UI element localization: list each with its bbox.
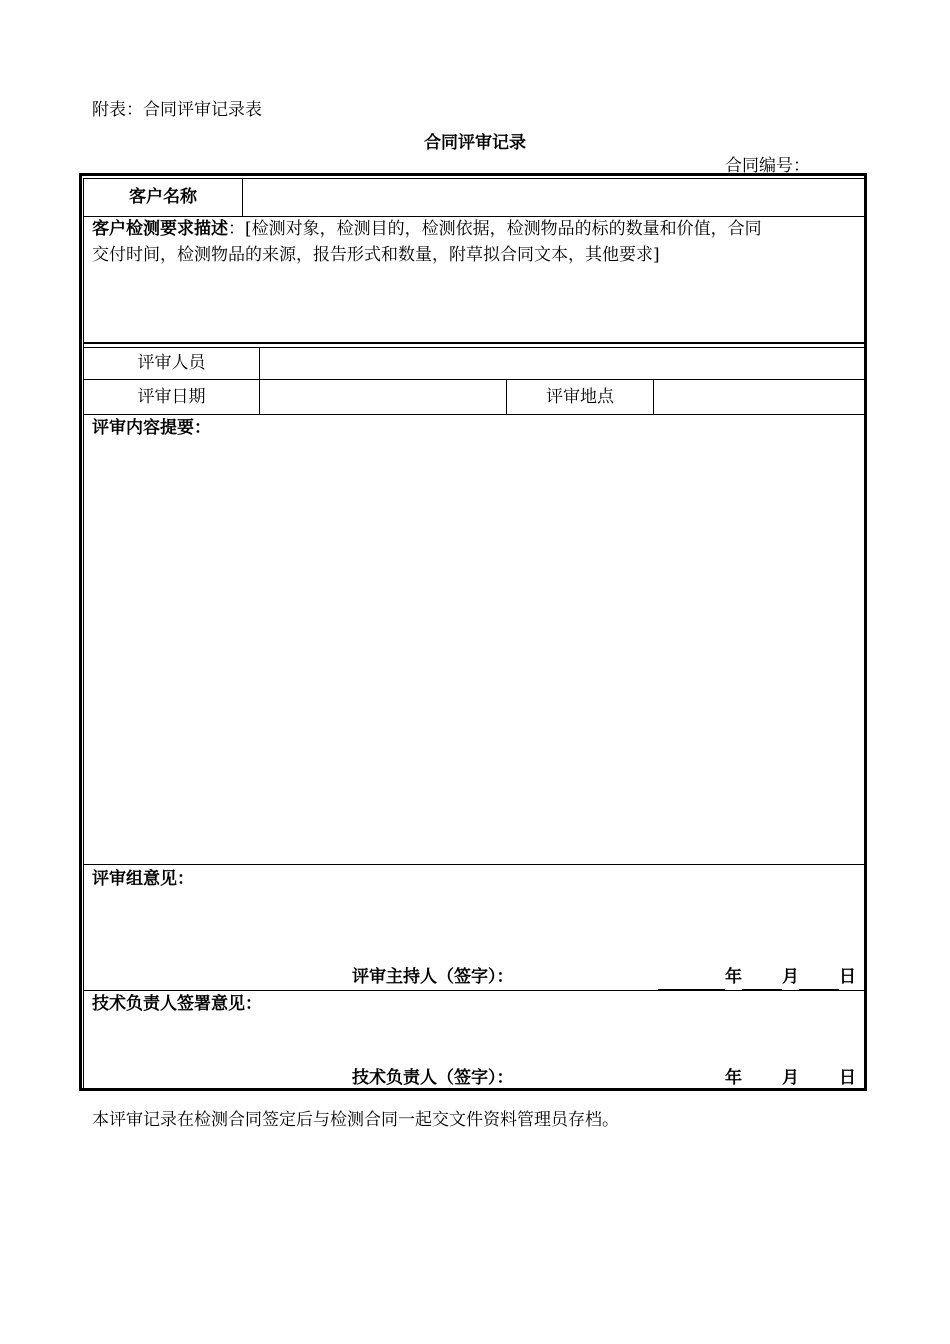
year-label: 年: [725, 967, 742, 987]
reviewers-label: 评审人员: [137, 353, 206, 373]
month-label: 月: [782, 967, 799, 987]
tech-signature-label: 技术负责人（签字）：: [352, 1068, 514, 1088]
month-blank[interactable]: [742, 1072, 782, 1091]
review-summary-field[interactable]: [84, 442, 865, 863]
year-blank[interactable]: [658, 1072, 725, 1091]
group-opinion-field[interactable]: [84, 894, 865, 956]
day-blank[interactable]: [799, 971, 839, 990]
requirements-desc-line2: 交付时间，检测物品的来源，报告形式和数量，附草拟合同文本，其他要求]: [92, 245, 660, 265]
group-opinion-label: 评审组意见：: [92, 869, 194, 889]
month-blank[interactable]: [742, 971, 782, 990]
day-label: 日: [839, 1068, 856, 1088]
tech-opinion-field[interactable]: [84, 1018, 865, 1062]
footer-note: 本评审记录在检测合同签定后与检测合同一起交文件资料管理员存档。: [92, 1110, 619, 1130]
year-blank[interactable]: [658, 971, 725, 990]
tech-opinion-label: 技术负责人签署意见：: [92, 994, 262, 1014]
reviewers-field[interactable]: [260, 348, 865, 379]
host-signature-date: [658, 964, 856, 990]
contract-number-label: 合同编号：: [725, 156, 810, 176]
customer-name-label: 客户名称: [129, 187, 197, 207]
review-date-field[interactable]: [260, 380, 506, 414]
requirements-label: 客户检测要求描述: [92, 219, 228, 239]
review-location-field[interactable]: [654, 380, 865, 414]
tech-signature-date: [658, 1065, 856, 1091]
year-label: 年: [725, 1068, 742, 1088]
appendix-label: 附表：合同评审记录表: [92, 100, 262, 120]
divider: [84, 342, 865, 344]
divider: [84, 864, 865, 865]
requirements-desc-line1: ：[检测对象，检测目的，检测依据，检测物品的标的数量和价值，合同: [228, 219, 762, 239]
month-label: 月: [782, 1068, 799, 1088]
review-date-label: 评审日期: [137, 387, 206, 407]
day-blank[interactable]: [799, 1072, 839, 1091]
day-label: 日: [839, 967, 856, 987]
requirements-field[interactable]: [84, 270, 865, 340]
customer-name-field[interactable]: [243, 179, 865, 216]
review-summary-label: 评审内容提要：: [92, 418, 211, 438]
review-location-label: 评审地点: [546, 387, 614, 407]
requirements-text: [92, 216, 862, 268]
page-title: 合同评审记录: [424, 133, 526, 153]
host-signature-label: 评审主持人（签字）：: [352, 967, 514, 987]
